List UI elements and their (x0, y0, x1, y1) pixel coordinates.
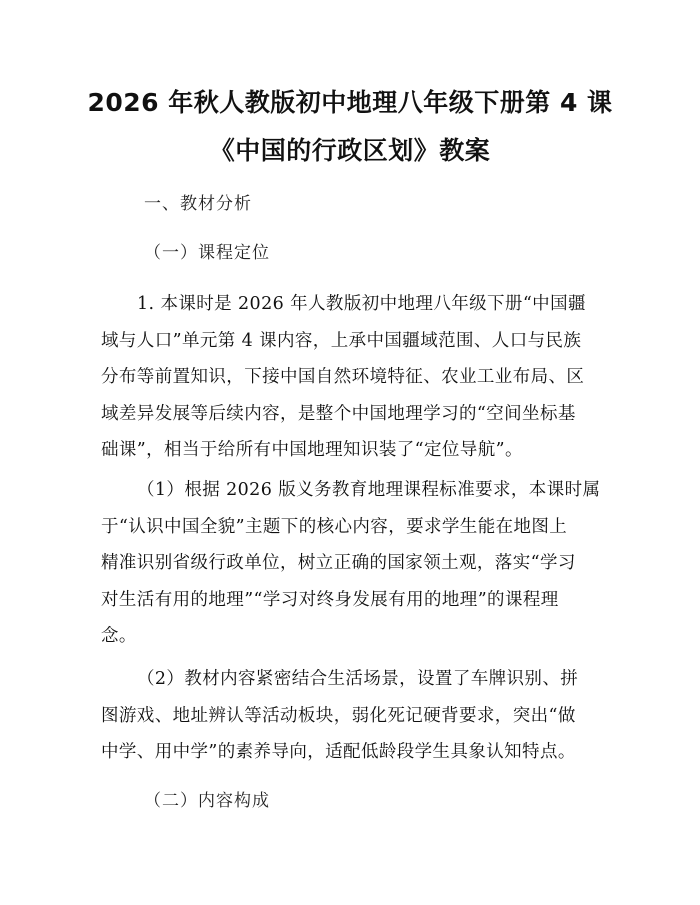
paragraph-3-line: 图游戏、地址辨认等活动板块，弱化死记硬背要求，突出“做 (101, 705, 576, 726)
paragraph-3 (101, 661, 599, 771)
paragraph-3-line: 中学、用中学”的素养导向，适配低龄段学生具象认知特点。 (101, 742, 576, 762)
paragraph-2 (101, 472, 599, 655)
paragraph-1-line: 分布等前置知识，下接中国自然环境特征、农业工业布局、区 (101, 367, 585, 387)
section-heading-textbook-analysis: 一、教材分析 (144, 194, 252, 214)
paragraph-2-line: 于“认识中国全貌”主题下的核心内容，要求学生能在地图上 (101, 516, 568, 537)
paragraph-2-line: 对生活有用的地理”“学习对终身发展有用的地理”的课程理 (101, 589, 559, 610)
paragraph-1-line: 1. 本课时是 2026 年人教版初中地理八年级下册“中国疆 (137, 294, 586, 314)
paragraph-2-line: （1）根据 2026 版义务教育地理课程标准要求，本课时属 (137, 480, 601, 500)
subsection-heading-course-positioning: （一）课程定位 (144, 243, 270, 263)
document-title-line-2: 《中国的行政区划》教案 (209, 136, 491, 165)
paragraph-2-line: 念。 (101, 626, 137, 646)
paragraph-2-line: 精准识别省级行政单位，树立正确的国家领土观，落实“学习 (101, 553, 576, 573)
paragraph-1 (101, 286, 599, 469)
subsection-heading-content-composition: （二）内容构成 (144, 791, 270, 811)
paragraph-1-line: 域与人口”单元第 4 课内容，上承中国疆域范围、人口与民族 (101, 330, 582, 351)
document-title-line-1: 2026 年秋人教版初中地理八年级下册第 4 课 (87, 88, 613, 117)
paragraph-1-line: 域差异发展等后续内容，是整个中国地理学习的“空间坐标基 (101, 403, 576, 424)
paragraph-3-line: （2）教材内容紧密结合生活场景，设置了车牌识别、拼 (137, 669, 579, 689)
paragraph-1-line: 础课”，相当于给所有中国地理知识装了“定位导航”。 (101, 440, 523, 460)
